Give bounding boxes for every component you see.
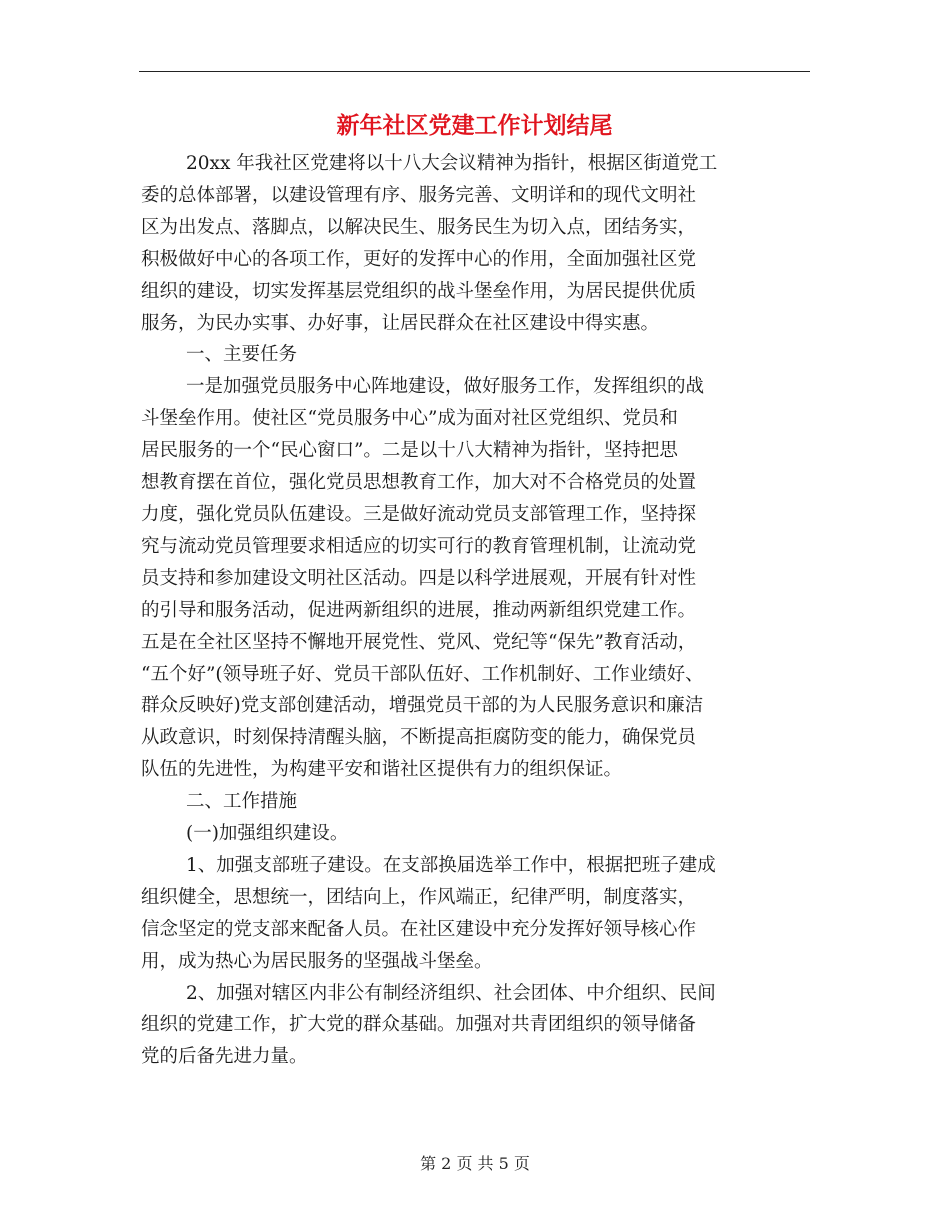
text-line: 五是在全社区坚持不懈地开展党性、党风、党纪等“保先”教育活动，: [141, 631, 697, 653]
text-line: 2、加强对辖区内非公有制经济组织、社会团体、中介组织、民间: [186, 982, 716, 1004]
text-line: 的引导和服务活动，促进两新组织的进展，推动两新组织党建工作。: [141, 599, 697, 621]
text-line: 委的总体部署，以建设管理有序、服务完善、文明详和的现代文明社: [141, 184, 697, 206]
text-line: 20xx 年我社区党建将以十八大会议精神为指针，根据区街道党工: [186, 153, 718, 174]
text-line: 党的后备先进力量。: [141, 1046, 308, 1068]
text-line: 区为出发点、落脚点，以解决民生、服务民生为切入点，团结务实，: [141, 216, 697, 238]
text-line: 服务，为民办实事、办好事，让居民群众在社区建设中得实惠。: [141, 312, 660, 334]
header-rule: [139, 71, 810, 72]
section-heading-work-measures: [141, 786, 813, 818]
text-line: 斗堡垒作用。使社区“党员服务中心”成为面对社区党组织、党员和: [141, 408, 678, 430]
paragraph-item-2: [141, 978, 813, 1074]
text-line: 居民服务的一个“民心窗口”。二是以十八大精神为指针，坚持把思: [141, 440, 678, 462]
text-line: 一、主要任务: [186, 344, 298, 366]
text-line: (一)加强组织建设。: [186, 823, 349, 845]
document-body: [141, 148, 813, 1073]
paragraph-intro: [141, 148, 813, 339]
text-line: 想教育摆在首位，强化党员思想教育工作，加大对不合格党员的处置: [141, 472, 697, 494]
text-line: 从政意识，时刻保持清醒头脑，不断提高拒腐防变的能力，确保党员: [141, 727, 697, 749]
text-line: 员支持和参加建设文明社区活动。四是以科学进展观，开展有针对性: [141, 567, 697, 589]
text-line: 用，成为热心为居民服务的坚强战斗堡垒。: [141, 950, 493, 972]
paragraph-main-tasks: [141, 371, 813, 786]
text-line: “五个好”(领导班子好、党员干部队伍好、工作机制好、工作业绩好、: [141, 663, 704, 685]
text-line: 二、工作措施: [186, 791, 298, 813]
text-line: 信念坚定的党支部来配备人员。在社区建设中充分发挥好领导核心作: [141, 918, 697, 940]
text-line: 积极做好中心的各项工作，更好的发挥中心的作用，全面加强社区党: [141, 248, 697, 270]
section-heading-main-tasks: [141, 339, 813, 371]
text-line: 组织健全，思想统一，团结向上，作风端正，纪律严明，制度落实，: [141, 886, 697, 908]
text-line: 力度，强化党员队伍建设。三是做好流动党员支部管理工作，坚持探: [141, 503, 697, 525]
subsection-heading-organization: [141, 818, 813, 850]
text-line: 组织的党建工作，扩大党的群众基础。加强对共青团组织的领导储备: [141, 1014, 697, 1036]
text-line: 组织的建设，切实发挥基层党组织的战斗堡垒作用，为居民提供优质: [141, 280, 697, 302]
document-title: 新年社区党建工作计划结尾: [336, 112, 613, 139]
text-line: 队伍的先进性，为构建平安和谐社区提供有力的组织保证。: [141, 759, 623, 781]
paragraph-item-1: [141, 850, 813, 978]
text-line: 群众反映好)党支部创建活动，增强党员干部的为人民服务意识和廉洁: [141, 695, 704, 717]
text-line: 1、加强支部班子建设。在支部换届选举工作中，根据把班子建成: [186, 854, 716, 876]
text-line: 究与流动党员管理要求相适应的切实可行的教育管理机制，让流动党: [141, 535, 697, 557]
page-number-footer: 第 2 页 共 5 页: [420, 1154, 530, 1173]
text-line: 一是加强党员服务中心阵地建设，做好服务工作，发挥组织的战: [186, 376, 705, 398]
